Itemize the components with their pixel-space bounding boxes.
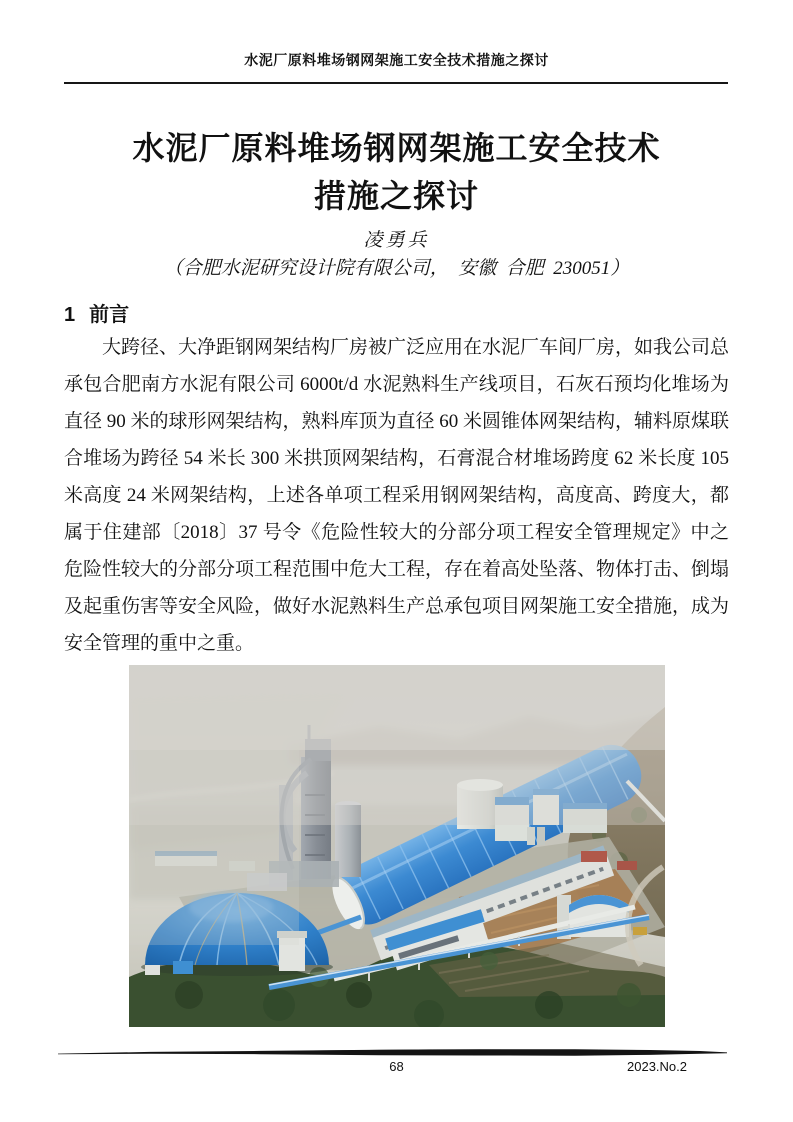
section-title: 前言 bbox=[89, 304, 130, 326]
running-header-title: 水泥厂原料堆场钢网架施工安全技术措施之探讨 bbox=[244, 54, 549, 69]
author-name: 凌勇兵 bbox=[363, 230, 430, 251]
section-paragraph: 大跨径、大净距钢网架结构厂房被广泛应用在水泥厂车间厂房，如我公司总承包合肥南方水泥有限公司 6000t/d 水泥熟料生产线项目，石灰石预均化堆场为直径 90 米的球形网架结构，熟料库顶为直径 60 米圆锥体网架结构，辅料原煤联合堆场为跨径 54 米长 300 米拱顶网架结构，石膏混合材堆场跨度 62 米长度 105 米高度 24 米网架结构，上述各单项工程采用钢网架结构，高度高、跨度大，都属于住建部〔2018〕37 号令《危险性较大的分部分项工程安全管理规定》中之危险性较大的分部分项工程范围中危大工程，存在着高处坠落、物体打击、倒塌及起重伤害等安全风险，做好水泥熟料生产总承包项目网架施工安全措施，成为安全管理的重中之重。 bbox=[64, 337, 730, 654]
plant-aerial-photo bbox=[129, 665, 665, 1027]
section-number: 1 bbox=[64, 304, 76, 326]
issue-number: 2023.No.2 bbox=[627, 1059, 687, 1074]
plant-aerial-photo-art bbox=[129, 665, 665, 1027]
page-number: 68 bbox=[389, 1059, 404, 1074]
article-title-line2: 措施之探讨 bbox=[313, 178, 479, 214]
article-title-line1: 水泥厂原料堆场钢网架施工安全技术 bbox=[132, 130, 661, 166]
header-rule bbox=[64, 82, 728, 84]
author-affiliation: （合肥水泥研究设计院有限公司， 安徽 合肥 230051） bbox=[163, 258, 630, 279]
section-heading bbox=[64, 303, 129, 327]
article-title bbox=[0, 124, 793, 220]
